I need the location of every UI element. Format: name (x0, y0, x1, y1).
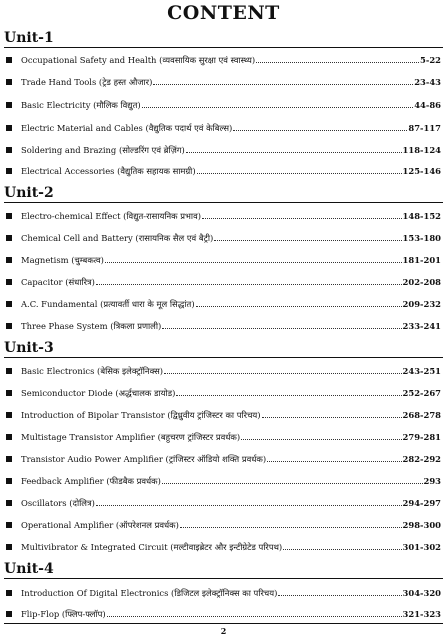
toc-entry (6, 384, 441, 398)
bullet-icon (6, 478, 12, 484)
entry-pages: 243-251 (402, 366, 441, 376)
toc-entry (6, 584, 441, 598)
entry-pages: 23-43 (414, 77, 441, 87)
entry-title: Electric Material and Cables (वैद्युतिक पदार्थ एवं केबिल्स) (21, 123, 233, 133)
bullet-icon (6, 57, 12, 63)
dot-leader (197, 173, 402, 174)
entry-title: Occupational Safety and Health (व्यवसायिक सुरक्षा एवं स्वास्थ्य) (21, 55, 256, 65)
entry-pages: 181-201 (402, 255, 441, 265)
entry-pages: 5-22 (420, 55, 441, 65)
dot-leader (196, 306, 402, 307)
toc-entry (6, 141, 441, 155)
bullet-icon (6, 456, 12, 462)
dot-leader (180, 527, 402, 528)
entry-pages: 125-146 (402, 166, 441, 176)
bullet-icon (6, 544, 12, 550)
dot-leader (267, 461, 401, 462)
dot-leader (164, 373, 402, 374)
dot-leader (202, 218, 402, 219)
entry-title: Introduction Of Digital Electronics (डिजिटल इलेक्ट्रॉनिक्स का परिचय) (21, 588, 278, 598)
entry-title: Electrical Accessories (वैद्युतिक सहायक सामग्री) (21, 166, 196, 176)
toc-entry (6, 251, 441, 265)
dot-leader (241, 439, 401, 440)
toc-entry (6, 317, 441, 331)
entry-pages: 301-302 (402, 542, 441, 552)
bullet-icon (6, 213, 12, 219)
toc-entry (6, 295, 441, 309)
toc-entry (6, 450, 441, 464)
entry-title: Semiconductor Diode (अर्द्धचालक डायोड) (21, 388, 176, 398)
bullet-icon (6, 368, 12, 374)
unit-heading: Unit-4 (4, 561, 443, 579)
dot-leader (162, 483, 423, 484)
bullet-icon (6, 168, 12, 174)
bullet-icon (6, 323, 12, 329)
toc-entry (6, 51, 441, 65)
entry-pages: 148-152 (402, 211, 441, 221)
toc-entry (6, 494, 441, 508)
bullet-icon (6, 434, 12, 440)
dot-leader (142, 107, 414, 108)
page-title: CONTENT (167, 2, 280, 24)
toc-entry (6, 516, 441, 530)
dot-leader (105, 262, 402, 263)
entry-title: Basic Electronics (बेसिक इलेक्ट्रॉनिक्स) (21, 366, 164, 376)
dot-leader (278, 595, 401, 596)
dot-leader (256, 62, 419, 63)
entry-title: Transistor Audio Power Amplifier (ट्रांजिस्टर ऑडियो शक्ति प्रवर्धक) (21, 454, 267, 464)
entry-title: Soldering and Brazing (सोल्डरिंग एवं ब्रेज़िंग) (21, 145, 185, 155)
bullet-icon (6, 301, 12, 307)
unit-heading: Unit-3 (4, 340, 443, 358)
entry-title: Multivibrator & Integrated Circuit (मल्टीवाइब्रेटर और इन्टीग्रेटेड परिपथ) (21, 542, 283, 552)
entry-title: Trade Hand Tools (ट्रेड हस्त औजार) (21, 77, 153, 87)
entry-title: Feedback Amplifier (फीडबैक प्रवर्धक) (21, 476, 161, 486)
bullet-icon (6, 257, 12, 263)
entry-pages: 298-300 (402, 520, 441, 530)
bullet-icon (6, 279, 12, 285)
toc-entry (6, 162, 441, 176)
entry-title: Flip-Flop (फ्लिप-फ्लॉप) (21, 609, 106, 619)
entry-title: Three Phase System (त्रिकला प्रणाली) (21, 321, 162, 331)
dot-leader (153, 84, 413, 85)
bullet-icon (6, 611, 12, 617)
dot-leader (262, 417, 402, 418)
bullet-icon (6, 500, 12, 506)
toc-entry (6, 538, 441, 552)
toc-entry (6, 273, 441, 287)
dot-leader (96, 284, 402, 285)
entry-title: Multistage Transistor Amplifier (बहुचरण ट्रांजिस्टर प्रवर्धक) (21, 432, 241, 442)
toc-entry (6, 229, 441, 243)
entry-pages: 282-292 (402, 454, 441, 464)
entry-title: Chemical Cell and Battery (रासायनिक सैल एवं बैट्री) (21, 233, 214, 243)
toc-entry (6, 428, 441, 442)
entry-title: Operational Amplifier (ऑपरेशनल प्रवर्धक) (21, 520, 179, 530)
unit-heading: Unit-2 (4, 185, 443, 203)
entry-title: Introduction of Bipolar Transistor (द्विध्रुवीय ट्रांजिस्टर का परिचय) (21, 410, 261, 420)
toc-entry (6, 406, 441, 420)
entry-pages: 87-117 (408, 123, 441, 133)
entry-pages: 252-267 (402, 388, 441, 398)
dot-leader (186, 152, 402, 153)
entry-pages: 268-278 (402, 410, 441, 420)
bullet-icon (6, 390, 12, 396)
entry-title: Electro-chemical Effect (विद्युत-रासायनिक प्रभाव) (21, 211, 202, 221)
dot-leader (162, 328, 401, 329)
toc-entry (6, 362, 441, 376)
entry-pages: 279-281 (402, 432, 441, 442)
page-number: 2 (220, 626, 227, 636)
bullet-icon (6, 125, 12, 131)
dot-leader (283, 549, 401, 550)
bullet-icon (6, 235, 12, 241)
footer-rule (4, 623, 443, 624)
entry-title: Capacitor (संधारित्र) (21, 277, 95, 287)
dot-leader (96, 505, 402, 506)
toc-entry (6, 119, 441, 133)
entry-pages: 44-86 (414, 100, 441, 110)
entry-pages: 321-323 (402, 609, 441, 619)
entry-pages: 118-124 (402, 145, 441, 155)
entry-title: A.C. Fundamental (प्रत्यावर्ती धारा के मूल सिद्धांत) (21, 299, 195, 309)
entry-pages: 293 (423, 476, 441, 486)
bullet-icon (6, 79, 12, 85)
entry-pages: 202-208 (402, 277, 441, 287)
bullet-icon (6, 102, 12, 108)
bullet-icon (6, 412, 12, 418)
toc-entry (6, 96, 441, 110)
bullet-icon (6, 147, 12, 153)
entry-pages: 294-297 (402, 498, 441, 508)
toc-entry (6, 472, 441, 486)
entry-pages: 153-180 (402, 233, 441, 243)
bullet-icon (6, 522, 12, 528)
entry-pages: 304-320 (402, 588, 441, 598)
dot-leader (233, 130, 407, 131)
toc-entry (6, 207, 441, 221)
entry-title: Basic Electricity (मौलिक विद्युत) (21, 100, 141, 110)
dot-leader (107, 616, 402, 617)
entry-title: Magnetism (चुम्बकत्व) (21, 255, 104, 265)
dot-leader (214, 240, 401, 241)
entry-title: Oscillators (दोलित्र) (21, 498, 95, 508)
bullet-icon (6, 590, 12, 596)
toc-entry (6, 73, 441, 87)
unit-heading: Unit-1 (4, 30, 443, 48)
dot-leader (176, 395, 401, 396)
entry-pages: 209-232 (402, 299, 441, 309)
toc-entry (6, 605, 441, 619)
entry-pages: 233-241 (402, 321, 441, 331)
